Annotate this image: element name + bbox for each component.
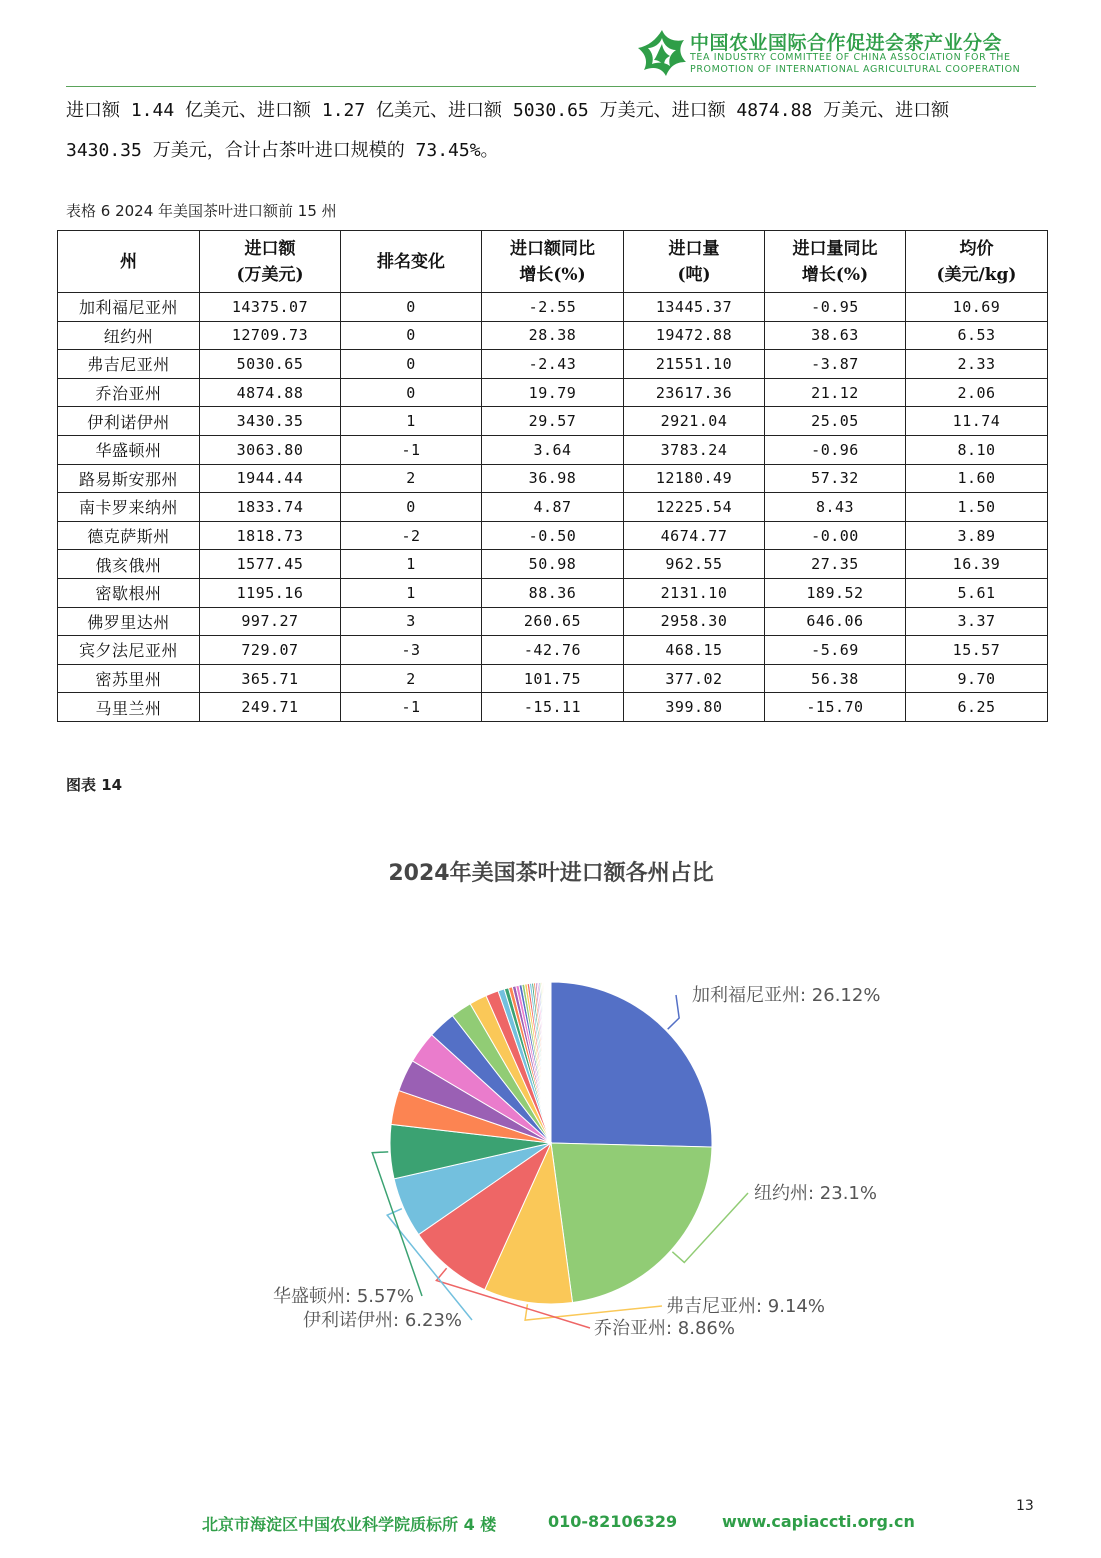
state-cell: 密苏里州 — [58, 664, 200, 693]
value-cell: -1 — [341, 435, 482, 464]
value-cell: 3430.35 — [200, 407, 341, 436]
slice-label: 纽约州: 23.1% — [754, 1183, 877, 1204]
footer-phone: 010-82106329 — [548, 1512, 678, 1531]
body-paragraph-line2: 3430.35 万美元，合计占茶叶进口规模的 73.45%。 — [66, 140, 499, 161]
slice-label: 弗吉尼亚州: 9.14% — [666, 1296, 825, 1317]
value-cell: 3063.80 — [200, 435, 341, 464]
value-cell: 21551.10 — [624, 350, 765, 379]
value-cell: 11.74 — [906, 407, 1048, 436]
state-cell: 马里兰州 — [58, 693, 200, 722]
value-cell: -2 — [341, 521, 482, 550]
table-row — [58, 664, 1048, 693]
table-header-row — [58, 231, 1048, 293]
value-cell: 101.75 — [482, 664, 624, 693]
value-cell: 1.50 — [906, 493, 1048, 522]
value-cell: 2 — [341, 664, 482, 693]
value-cell: 1 — [341, 578, 482, 607]
value-cell: 3783.24 — [624, 435, 765, 464]
footer-website[interactable]: www.capiaccti.org.cn — [722, 1512, 915, 1531]
pie-slice — [551, 982, 712, 1147]
body-paragraph-line1: 进口额 1.44 亿美元、进口额 1.27 亿美元、进口额 5030.65 万美元、进口额 4874.88 万美元、进口额 — [66, 100, 950, 121]
page-number: 13 — [1016, 1498, 1034, 1514]
column-header: 排名变化 — [341, 231, 482, 293]
value-cell: 5030.65 — [200, 350, 341, 379]
value-cell: 0 — [341, 493, 482, 522]
value-cell: 56.38 — [765, 664, 906, 693]
column-header: 州 — [58, 231, 200, 293]
value-cell: 189.52 — [765, 578, 906, 607]
value-cell: 1.60 — [906, 464, 1048, 493]
value-cell: 997.27 — [200, 607, 341, 636]
value-cell: 88.36 — [482, 578, 624, 607]
state-cell: 伊利诺伊州 — [58, 407, 200, 436]
header-divider — [66, 86, 1036, 87]
value-cell: 12225.54 — [624, 493, 765, 522]
value-cell: 1 — [341, 407, 482, 436]
page-header — [0, 0, 1101, 90]
value-cell: -1 — [341, 693, 482, 722]
column-header: 均价 (美元/kg) — [906, 231, 1048, 293]
org-name-en-line1: TEA INDUSTRY COMMITTEE OF CHINA ASSOCIATION FOR THE — [690, 52, 1011, 63]
state-cell: 德克萨斯州 — [58, 521, 200, 550]
value-cell: 2.33 — [906, 350, 1048, 379]
column-header: 进口量 (吨) — [624, 231, 765, 293]
value-cell: 1195.16 — [200, 578, 341, 607]
value-cell: 23617.36 — [624, 378, 765, 407]
value-cell: 0 — [341, 293, 482, 322]
value-cell: 25.05 — [765, 407, 906, 436]
value-cell: 646.06 — [765, 607, 906, 636]
table-body — [58, 293, 1048, 722]
footer-address: 北京市海淀区中国农业科学院质标所 4 楼 — [202, 1515, 497, 1534]
state-cell: 加利福尼亚州 — [58, 293, 200, 322]
value-cell: 0 — [341, 321, 482, 350]
tea-leaf-logo-icon — [636, 26, 688, 78]
slice-label: 加利福尼亚州: 26.12% — [692, 985, 881, 1006]
value-cell: 729.07 — [200, 636, 341, 665]
value-cell: 4.87 — [482, 493, 624, 522]
value-cell: 365.71 — [200, 664, 341, 693]
value-cell: 12180.49 — [624, 464, 765, 493]
table-row — [58, 293, 1048, 322]
pie-slice — [551, 1143, 712, 1303]
value-cell: 6.25 — [906, 693, 1048, 722]
value-cell: 21.12 — [765, 378, 906, 407]
table-row — [58, 435, 1048, 464]
state-cell: 乔治亚州 — [58, 378, 200, 407]
value-cell: 260.65 — [482, 607, 624, 636]
value-cell: 1 — [341, 550, 482, 579]
state-cell: 宾夕法尼亚州 — [58, 636, 200, 665]
pie-chart — [200, 840, 920, 1400]
value-cell: 3.37 — [906, 607, 1048, 636]
value-cell: 15.57 — [906, 636, 1048, 665]
value-cell: 3.64 — [482, 435, 624, 464]
label-leader-line — [668, 995, 679, 1029]
state-cell: 纽约州 — [58, 321, 200, 350]
state-cell: 佛罗里达州 — [58, 607, 200, 636]
table-row — [58, 636, 1048, 665]
value-cell: -2.55 — [482, 293, 624, 322]
slice-label: 乔治亚州: 8.86% — [594, 1318, 735, 1339]
state-cell: 俄亥俄州 — [58, 550, 200, 579]
value-cell: 36.98 — [482, 464, 624, 493]
value-cell: -42.76 — [482, 636, 624, 665]
table-row — [58, 493, 1048, 522]
value-cell: 4874.88 — [200, 378, 341, 407]
value-cell: 28.38 — [482, 321, 624, 350]
table-row — [58, 464, 1048, 493]
value-cell: 29.57 — [482, 407, 624, 436]
state-cell: 华盛顿州 — [58, 435, 200, 464]
table-row — [58, 350, 1048, 379]
data-table — [57, 230, 1048, 722]
value-cell: -0.00 — [765, 521, 906, 550]
value-cell: -3 — [341, 636, 482, 665]
value-cell: 2921.04 — [624, 407, 765, 436]
column-header: 进口额同比 增长(%) — [482, 231, 624, 293]
value-cell: 12709.73 — [200, 321, 341, 350]
value-cell: 5.61 — [906, 578, 1048, 607]
value-cell: 50.98 — [482, 550, 624, 579]
value-cell: -0.95 — [765, 293, 906, 322]
state-cell: 路易斯安那州 — [58, 464, 200, 493]
column-header: 进口额 (万美元) — [200, 231, 341, 293]
slice-label: 华盛顿州: 5.57% — [273, 1286, 414, 1307]
value-cell: -0.96 — [765, 435, 906, 464]
value-cell: -15.11 — [482, 693, 624, 722]
value-cell: 1577.45 — [200, 550, 341, 579]
table-row — [58, 550, 1048, 579]
value-cell: 3.89 — [906, 521, 1048, 550]
table-row — [58, 407, 1048, 436]
value-cell: 2958.30 — [624, 607, 765, 636]
table-row — [58, 693, 1048, 722]
value-cell: -2.43 — [482, 350, 624, 379]
value-cell: 0 — [341, 350, 482, 379]
value-cell: -5.69 — [765, 636, 906, 665]
value-cell: 377.02 — [624, 664, 765, 693]
table-row — [58, 607, 1048, 636]
slice-label: 伊利诺伊州: 6.23% — [303, 1310, 462, 1331]
state-cell: 弗吉尼亚州 — [58, 350, 200, 379]
value-cell: 468.15 — [624, 636, 765, 665]
value-cell: 8.10 — [906, 435, 1048, 464]
value-cell: 4674.77 — [624, 521, 765, 550]
value-cell: 962.55 — [624, 550, 765, 579]
table-row — [58, 521, 1048, 550]
chart-title: 2024年美国茶叶进口额各州占比 — [388, 861, 714, 886]
value-cell: 1833.74 — [200, 493, 341, 522]
table-row — [58, 378, 1048, 407]
table-row — [58, 321, 1048, 350]
value-cell: 0 — [341, 378, 482, 407]
value-cell: 2.06 — [906, 378, 1048, 407]
state-cell: 南卡罗来纳州 — [58, 493, 200, 522]
value-cell: 6.53 — [906, 321, 1048, 350]
value-cell: 16.39 — [906, 550, 1048, 579]
org-name-en-line2: PROMOTION OF INTERNATIONAL AGRICULTURAL COOPERATION — [690, 64, 1021, 75]
value-cell: 9.70 — [906, 664, 1048, 693]
value-cell: 2131.10 — [624, 578, 765, 607]
value-cell: -15.70 — [765, 693, 906, 722]
value-cell: -0.50 — [482, 521, 624, 550]
value-cell: 8.43 — [765, 493, 906, 522]
figure-label: 图表 14 — [66, 776, 123, 794]
value-cell: 14375.07 — [200, 293, 341, 322]
value-cell: 19472.88 — [624, 321, 765, 350]
value-cell: 249.71 — [200, 693, 341, 722]
value-cell: 57.32 — [765, 464, 906, 493]
value-cell: 19.79 — [482, 378, 624, 407]
value-cell: 1818.73 — [200, 521, 341, 550]
value-cell: 27.35 — [765, 550, 906, 579]
table-caption: 表格 6 2024 年美国茶叶进口额前 15 州 — [66, 202, 337, 220]
value-cell: -3.87 — [765, 350, 906, 379]
value-cell: 10.69 — [906, 293, 1048, 322]
org-name-cn: 中国农业国际合作促进会茶产业分会 — [690, 32, 1003, 54]
value-cell: 399.80 — [624, 693, 765, 722]
value-cell: 13445.37 — [624, 293, 765, 322]
value-cell: 3 — [341, 607, 482, 636]
value-cell: 2 — [341, 464, 482, 493]
value-cell: 38.63 — [765, 321, 906, 350]
value-cell: 1944.44 — [200, 464, 341, 493]
table-row — [58, 578, 1048, 607]
state-cell: 密歇根州 — [58, 578, 200, 607]
column-header: 进口量同比 增长(%) — [765, 231, 906, 293]
